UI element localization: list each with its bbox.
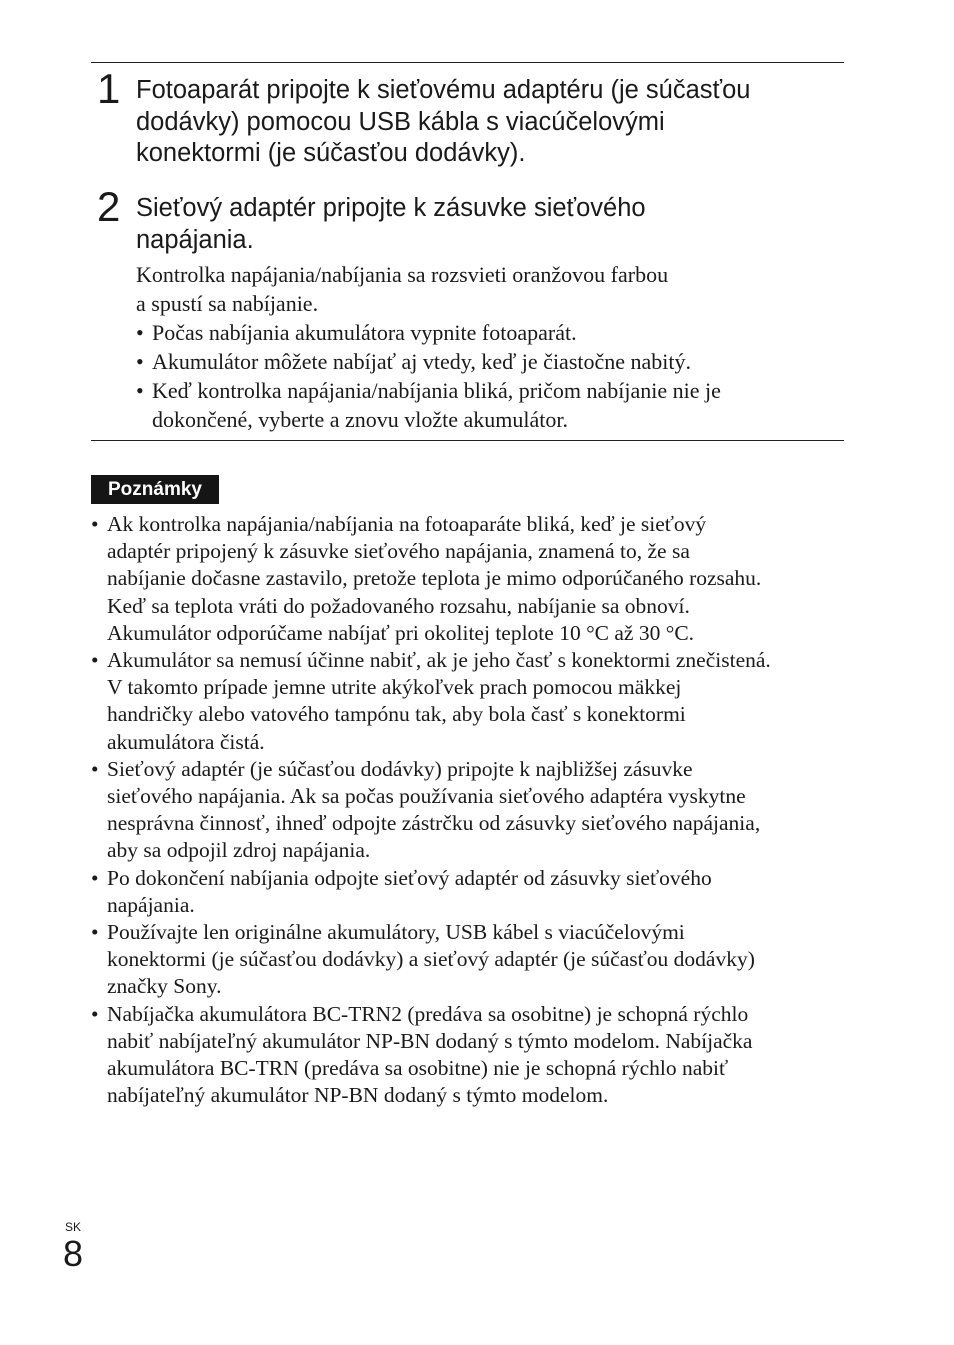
bullet-icon: • <box>91 648 99 673</box>
step-2-text <box>136 193 846 256</box>
note-line: Používajte len originálne akumulátory, USB kábel s viacúčelovými <box>107 920 685 945</box>
step-1-text <box>136 75 846 170</box>
step-2-bullet-line: dokončené, vyberte a znovu vložte akumulátor. <box>152 407 569 432</box>
step-2-detail-line: a spustí sa nabíjanie. <box>136 291 319 316</box>
note-item <box>91 1001 851 1110</box>
bullet-icon: • <box>91 920 99 945</box>
note-line: akumulátora BC-TRN (predáva sa osobitne) nie je schopná rýchlo nabiť <box>107 1056 729 1081</box>
note-line: Keď sa teplota vráti do požadovaného rozsahu, nabíjanie sa obnoví. <box>107 593 690 618</box>
step-2-bullet <box>136 318 836 347</box>
step-1-line: Fotoaparát pripojte k sieťovému adaptéru (je súčasťou <box>136 76 751 104</box>
note-line: nabíjateľný akumulátor NP-BN dodaný s týmto modelom. <box>107 1083 609 1108</box>
bullet-icon: • <box>91 756 99 781</box>
note-line: značky Sony. <box>107 974 222 999</box>
note-line: Ak kontrolka napájania/nabíjania na fotoaparáte bliká, keď je sieťový <box>107 512 707 536</box>
bullet-icon: • <box>91 512 99 536</box>
step-1-line: dodávky) pomocou USB kábla s viacúčelovými <box>136 107 665 136</box>
note-line: nabíjanie dočasne zastavilo, pretože teplota je mimo odporúčaného rozsahu. <box>107 566 762 591</box>
note-line: akumulátora čistá. <box>107 729 265 754</box>
note-line: nabiť nabíjateľný akumulátor NP-BN dodaný s týmto modelom. Nabíjačka <box>107 1028 753 1053</box>
note-item <box>91 919 851 1001</box>
note-line: napájania. <box>107 892 195 917</box>
step-2-line: napájania. <box>136 225 254 254</box>
notes-list <box>91 511 851 1109</box>
note-line: Akumulátor sa nemusí účinne nabiť, ak je jeho časť s konektormi znečistená. <box>107 648 771 673</box>
note-line: handričky alebo vatového tampónu tak, aby bola časť s konektormi <box>107 702 686 727</box>
note-line: Sieťový adaptér (je súčasťou dodávky) pripojte k najbližšej zásuvke <box>107 756 693 781</box>
note-line: aby sa odpojil zdroj napájania. <box>107 838 371 863</box>
note-item <box>91 511 851 647</box>
step-2-number: 2 <box>97 183 121 230</box>
step-2-bullet-line: Akumulátor môžete nabíjať aj vtedy, keď je čiastočne nabitý. <box>152 349 692 374</box>
note-line: sieťového napájania. Ak sa počas používania sieťového adaptéra vyskytne <box>107 784 746 809</box>
step-2-detail-line: Kontrolka napájania/nabíjania sa rozsvieti oranžovou farbou <box>136 262 669 287</box>
step-2-line: Sieťový adaptér pripojte k zásuvke sieťového <box>136 194 646 222</box>
page-number: 8 <box>63 1233 84 1274</box>
notes-heading: Poznámky <box>91 475 219 504</box>
step-2-bullet <box>136 376 836 434</box>
bullet-icon: • <box>91 865 99 890</box>
step-2-detail <box>136 260 836 434</box>
section-divider <box>91 440 844 441</box>
top-divider <box>91 62 844 63</box>
step-1-number: 1 <box>97 65 121 112</box>
page-language: SK <box>65 1220 82 1234</box>
note-line: konektormi (je súčasťou dodávky) a sieťový adaptér (je súčasťou dodávky) <box>107 947 755 972</box>
step-2-bullet <box>136 347 836 376</box>
note-item <box>91 756 851 865</box>
note-line: adaptér pripojený k zásuvke sieťového napájania, znamená to, že sa <box>107 539 690 564</box>
step-1-line: konektormi (je súčasťou dodávky). <box>136 139 526 167</box>
note-line: Akumulátor odporúčame nabíjať pri okolitej teplote 10 °C až 30 °C. <box>107 620 695 645</box>
bullet-icon: • <box>91 1001 99 1026</box>
bullet-icon: • <box>136 349 144 374</box>
note-item <box>91 647 851 756</box>
step-2-bullet-line: Keď kontrolka napájania/nabíjania bliká, pričom nabíjanie nie je <box>152 378 721 403</box>
bullet-icon: • <box>136 378 144 403</box>
note-line: Nabíjačka akumulátora BC-TRN2 (predáva sa osobitne) je schopná rýchlo <box>107 1001 749 1026</box>
note-line: V takomto prípade jemne utrite akýkoľvek prach pomocou mäkkej <box>107 675 682 700</box>
note-line: nesprávna činnosť, ihneď odpojte zástrčku od zásuvky sieťového napájania, <box>107 811 761 836</box>
step-2-bullet-line: Počas nabíjania akumulátora vypnite fotoaparát. <box>152 320 577 345</box>
note-item <box>91 865 851 919</box>
bullet-icon: • <box>136 320 144 345</box>
note-line: Po dokončení nabíjania odpojte sieťový adaptér od zásuvky sieťového <box>107 865 712 890</box>
